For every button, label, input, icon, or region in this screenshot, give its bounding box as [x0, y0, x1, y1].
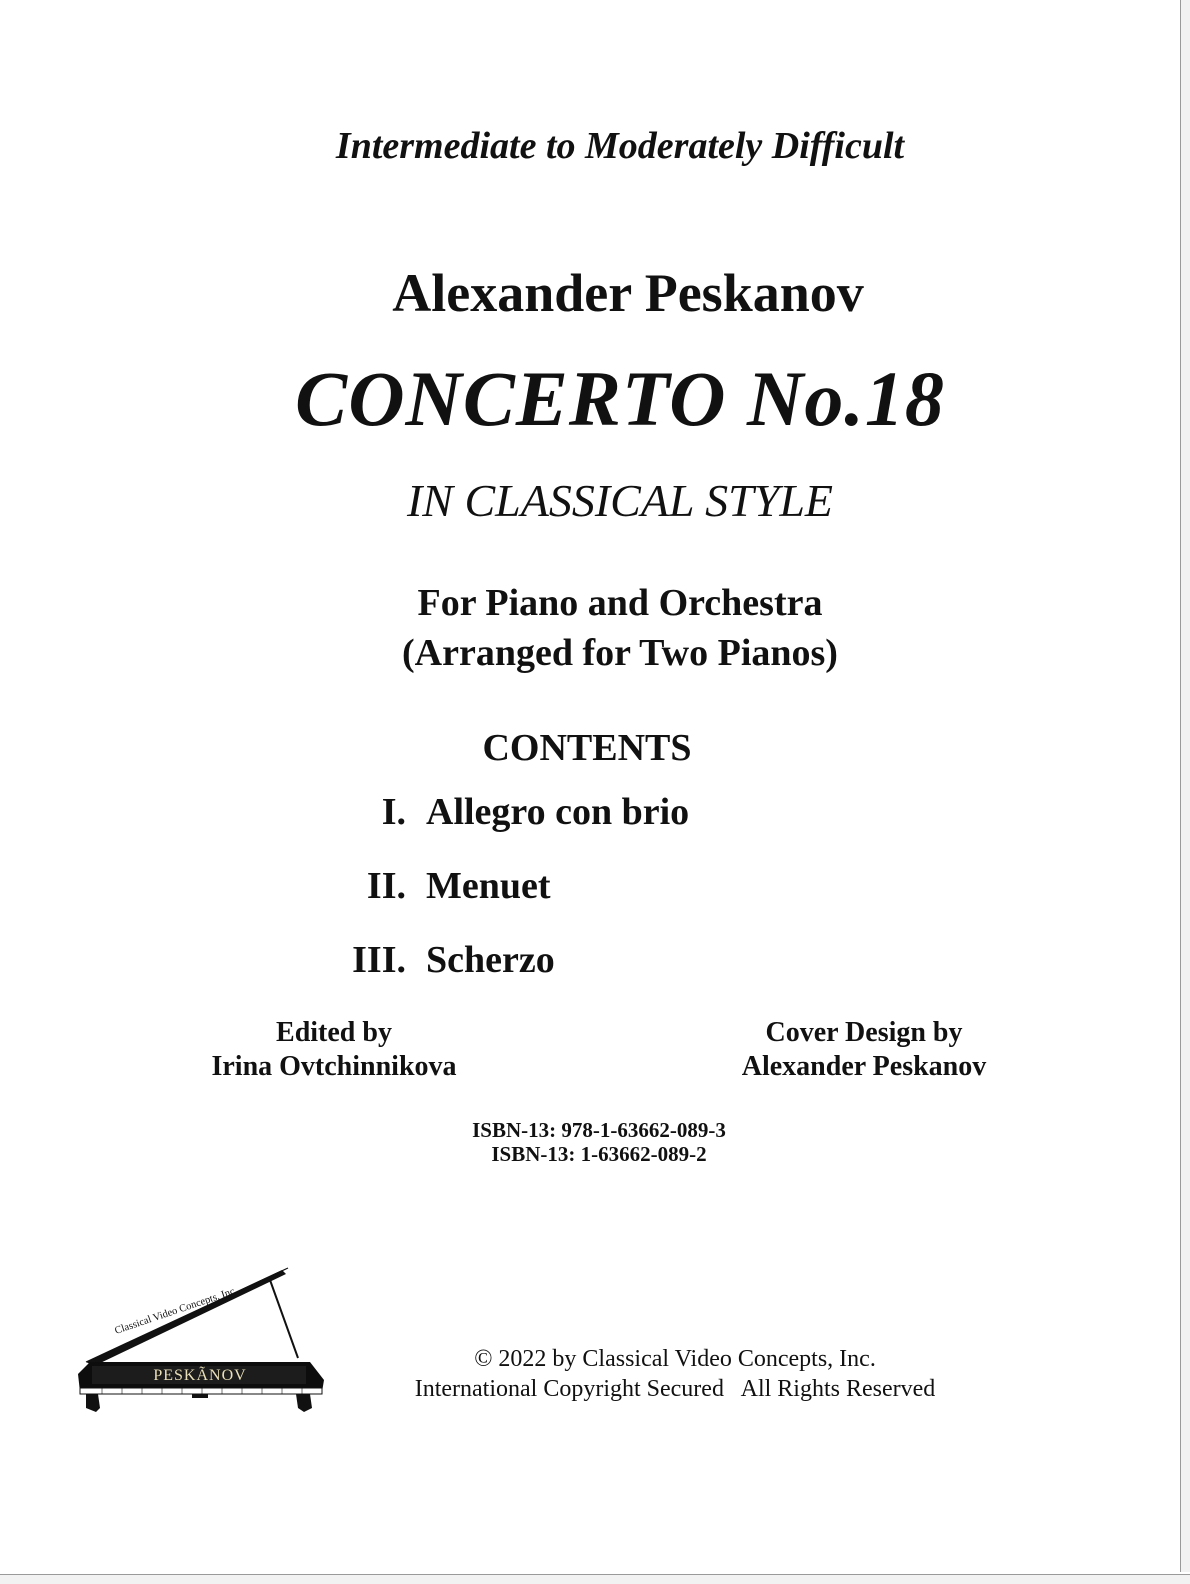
contents-heading: CONTENTS [482, 727, 692, 769]
editor-name: Irina Ovtchinnikova [211, 1051, 457, 1082]
isbn-block [0, 1118, 1190, 1166]
cover-design-credit [714, 1016, 1014, 1084]
copyright-block [0, 1344, 1190, 1404]
instrumentation [0, 578, 1190, 678]
instrumentation-line-2: (Arranged for Two Pianos) [402, 632, 838, 674]
page-edge-bottom [0, 1572, 1190, 1584]
instrumentation-line-1: For Piano and Orchestra [417, 582, 823, 624]
cover-designer-name: Alexander Peskanov [741, 1051, 987, 1082]
movement-name: Scherzo [426, 939, 555, 981]
isbn-10: ISBN-13: 1-63662-089-2 [491, 1142, 707, 1166]
logo-arc-lettering: Classical Video Concepts, Inc. [113, 1285, 239, 1337]
isbn-13: ISBN-13: 978-1-63662-089-3 [472, 1118, 726, 1142]
movement-number: I. [381, 791, 406, 833]
work-title: CONCERTO No.18 [295, 355, 945, 442]
contents-item [348, 864, 768, 910]
movement-name: Menuet [426, 865, 551, 907]
contents-item [348, 790, 768, 836]
movement-number: III. [352, 939, 406, 981]
movement-number: II. [366, 865, 406, 907]
editor-credit [184, 1016, 484, 1084]
copyright-line: © 2022 by Classical Video Concepts, Inc. [474, 1346, 876, 1372]
editor-label: Edited by [276, 1017, 392, 1048]
rights-line: International Copyright Secured All Rights Reserved [414, 1376, 936, 1402]
cover-design-label: Cover Design by [765, 1017, 963, 1048]
movement-name: Allegro con brio [426, 791, 690, 833]
logo-brand: PESKÃNOV [153, 1367, 247, 1384]
composer-name: Alexander Peskanov [392, 263, 864, 323]
work-subtitle: IN CLASSICAL STYLE [406, 475, 834, 526]
difficulty-level: Intermediate to Moderately Difficult [335, 125, 905, 167]
contents-item [348, 938, 768, 984]
